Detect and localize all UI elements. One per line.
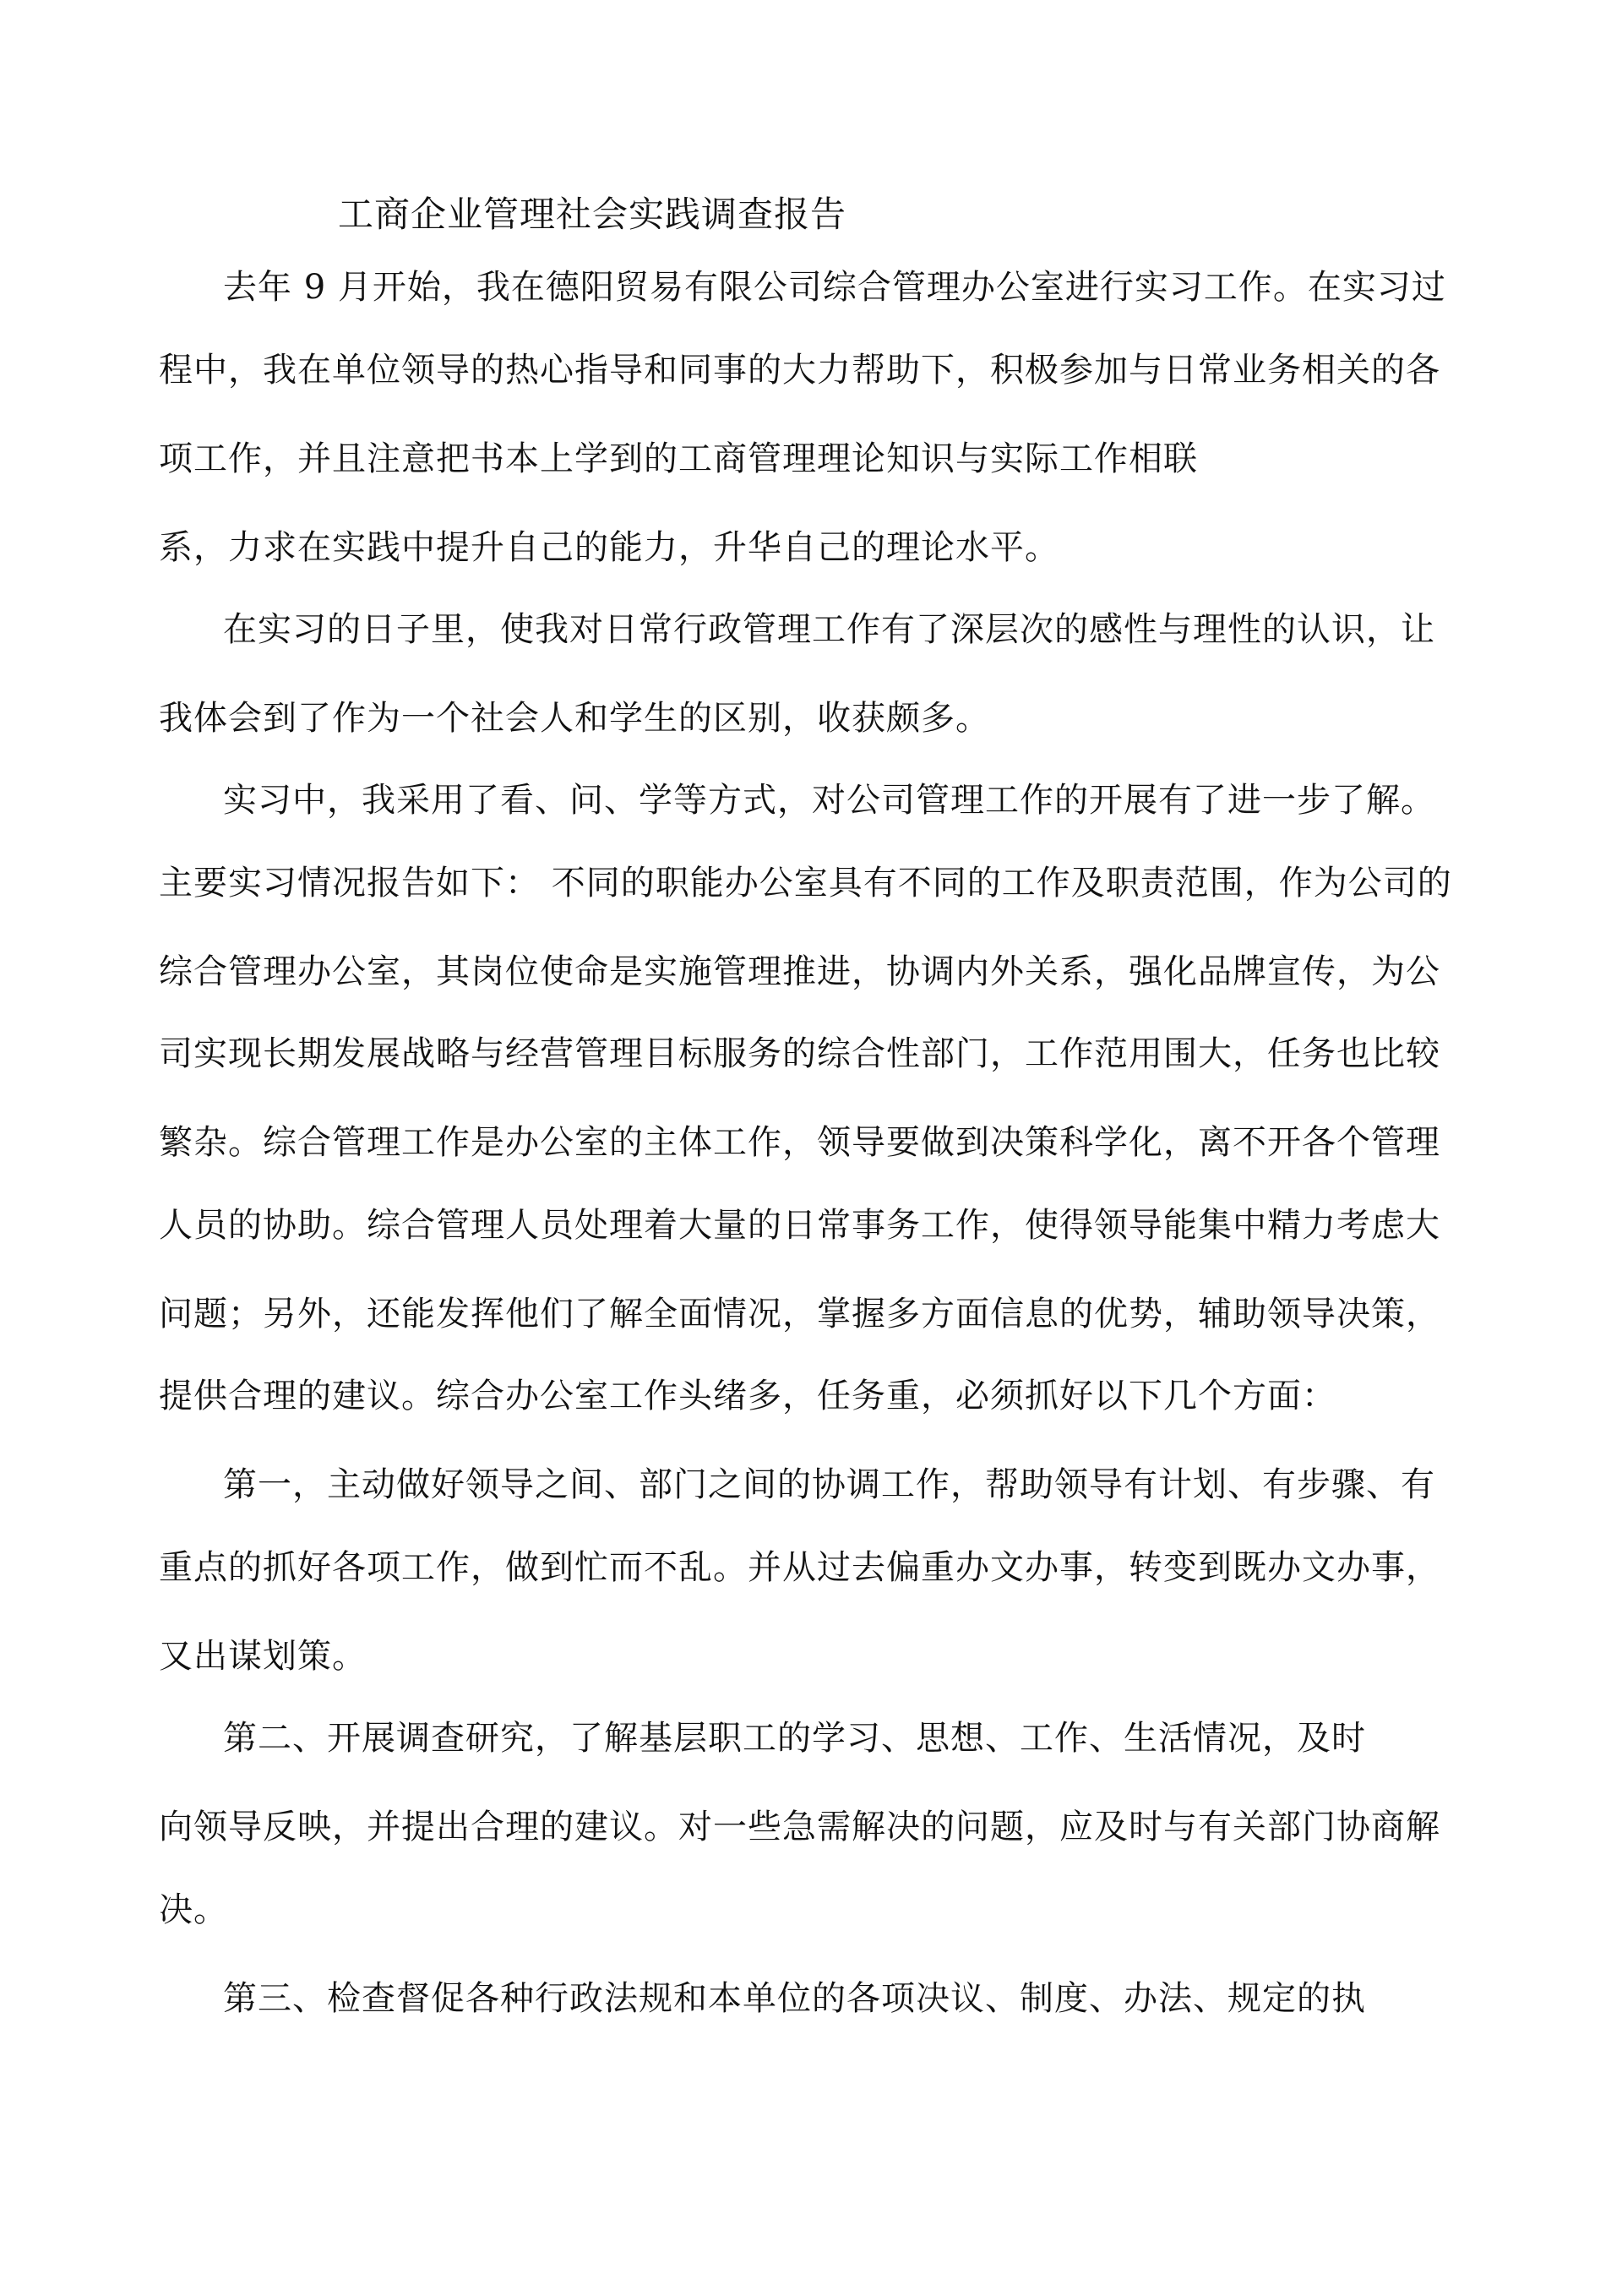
- paragraph-line: 综合管理办公室，其岗位使命是实施管理推进，协调内外关系，强化品牌宣传，为公: [159, 952, 1440, 991]
- paragraph-line: 提供合理的建议。综合办公室工作头绪多，任务重，必须抓好以下几个方面：: [159, 1377, 1336, 1415]
- paragraph-line: 去年 9 月开始，我在德阳贸易有限公司综合管理办公室进行实习工作。在实习过: [223, 268, 1446, 307]
- paragraph-line: 在实习的日子里，使我对日常行政管理工作有了深层次的感性与理性的认识，让: [223, 610, 1435, 649]
- paragraph-line: 人员的协助。综合管理人员处理着大量的日常事务工作，使得领导能集中精力考虑大: [159, 1206, 1440, 1245]
- paragraph-line: 第二、开展调查研究，了解基层职工的学习、思想、工作、生活情况，及时: [223, 1719, 1366, 1758]
- paragraph-line: 繁杂。综合管理工作是办公室的主体工作，领导要做到决策科学化，离不开各个管理: [159, 1123, 1440, 1162]
- paragraph-line: 项工作，并且注意把书本上学到的工商管理理论知识与实际工作相联: [159, 439, 1198, 478]
- paragraph-line: 问题；另外，还能发挥他们了解全面情况，掌握多方面信息的优势，辅助领导决策，: [159, 1295, 1440, 1333]
- paragraph-line: 第三、检查督促各种行政法规和本单位的各项决议、制度、办法、规定的执: [223, 1979, 1366, 2018]
- paragraph-line: 实习中，我采用了看、问、学等方式，对公司管理工作的开展有了进一步了解。: [223, 781, 1435, 820]
- paragraph-line: 我体会到了作为一个社会人和学生的区别，收获颇多。: [159, 699, 990, 738]
- paragraph-line: 向领导反映，并提出合理的建议。对一些急需解决的问题，应及时与有关部门协商解: [159, 1808, 1440, 1846]
- paragraph-line: 主要实习情况报告如下： 不同的职能办公室具有不同的工作及职责范围，作为公司的: [159, 864, 1452, 903]
- document-title: 工商企业管理社会实践调查报告: [338, 194, 847, 235]
- paragraph-line: 司实现长期发展战略与经营管理目标服务的综合性部门，工作范用围大，任务也比较: [159, 1034, 1440, 1073]
- paragraph-line: 第一，主动做好领导之间、部门之间的协调工作，帮助领导有计划、有步骤、有: [223, 1465, 1435, 1504]
- paragraph-line: 系，力求在实践中提升自己的能力，升华自己的理论水平。: [159, 528, 1059, 567]
- paragraph-line: 重点的抓好各项工作，做到忙而不乱。并从过去偏重办文办事，转变到既办文办事，: [159, 1548, 1440, 1587]
- paragraph-line: 程中，我在单位领导的热心指导和同事的大力帮助下，积极参加与日常业务相关的各: [159, 351, 1440, 390]
- paragraph-line: 又出谋划策。: [159, 1637, 367, 1676]
- paragraph-line: 决。: [159, 1890, 228, 1929]
